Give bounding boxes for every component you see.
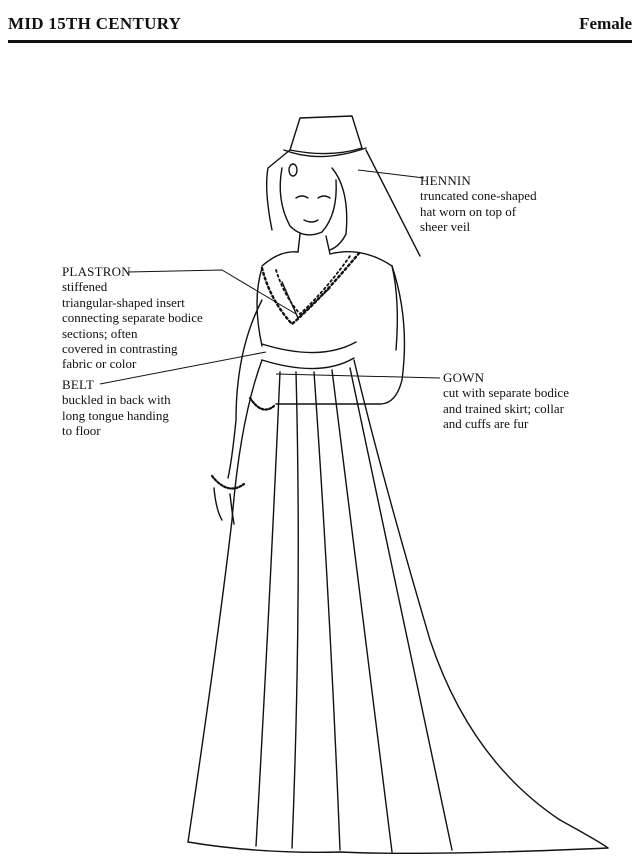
skirt-hem	[188, 842, 608, 853]
left-hand	[214, 488, 234, 524]
hennin-leader	[358, 170, 424, 178]
skirt-fold-5	[350, 368, 452, 850]
face-outline	[280, 168, 336, 235]
belt-band	[262, 342, 356, 369]
skirt-fold-1	[256, 372, 280, 846]
neck	[298, 234, 330, 254]
callout-hennin	[420, 173, 537, 235]
skirt-fold-2	[292, 372, 298, 848]
callout-description: stiffened triangular-shaped insert connecting separate bodice sections; often covered in contrasting fabric or color	[62, 279, 203, 372]
skirt-fold-3	[314, 372, 340, 850]
callout-term: BELT	[62, 377, 95, 392]
callout-description: truncated cone-shaped hat worn on top of sheer veil	[420, 188, 537, 235]
gender-label: Female	[579, 14, 632, 33]
left-arm	[228, 300, 262, 478]
hennin-ornament	[289, 164, 297, 176]
shoulders	[262, 252, 392, 266]
skirt-fold-4	[332, 370, 392, 852]
hennin-band	[284, 148, 366, 157]
skirt-outline-left	[188, 360, 262, 842]
mouth	[304, 220, 318, 222]
right-arm	[276, 266, 404, 404]
callout-description: cut with separate bodice and trained skirt; collar and cuffs are fur	[443, 385, 569, 432]
callout-term: GOWN	[443, 370, 485, 385]
callout-term: PLASTRON	[62, 264, 131, 279]
period-title: MID 15TH CENTURY	[8, 14, 182, 33]
callout-belt	[62, 377, 171, 439]
hair	[330, 168, 347, 250]
callout-plastron	[62, 264, 203, 372]
callout-description: buckled in back with long tongue handing to floor	[62, 392, 171, 439]
bodice-left	[257, 268, 262, 346]
skirt-outline-right	[354, 360, 608, 848]
right-cuff	[250, 398, 274, 410]
fur-collar	[262, 252, 360, 324]
callout-gown	[443, 370, 569, 432]
callout-term: HENNIN	[420, 173, 472, 188]
eyes	[296, 196, 330, 198]
hennin-hat	[290, 116, 362, 154]
